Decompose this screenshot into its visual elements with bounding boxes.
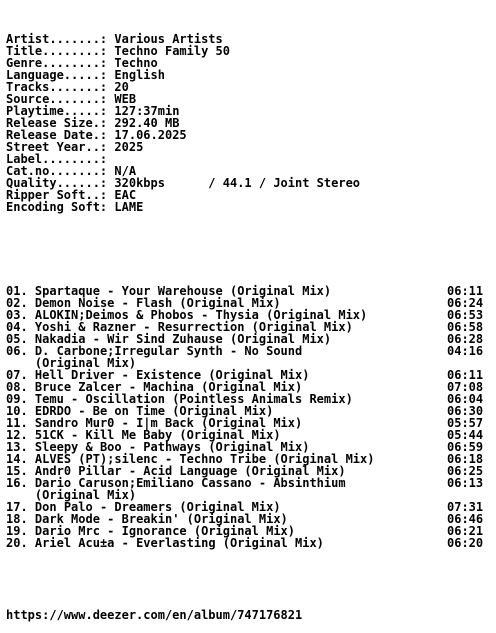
info-value: 20 <box>114 80 129 94</box>
track-title: ALVES (PT);silenc - Techno Tribe (Original Mix) <box>34 452 375 466</box>
track-duration: 06:58 <box>447 320 484 334</box>
info-row <box>6 201 374 213</box>
tracklist <box>6 284 484 550</box>
info-value: Techno <box>114 56 158 70</box>
track-title: Sleepy & Boo - Pathways (Original Mix) <box>34 440 310 454</box>
track-duration: 05:57 <box>447 416 484 430</box>
info-label: Ripper Soft..: <box>6 188 108 202</box>
track-title: ALOKIN;Deimos & Phobos - Thysia (Original Mix) <box>34 308 368 322</box>
track-number: 10. <box>6 404 28 418</box>
spacer <box>6 573 374 585</box>
track-duration: 06:18 <box>447 452 484 466</box>
info-value: WEB <box>114 92 137 106</box>
info-value: 17.06.2025 <box>114 128 187 142</box>
track-title: Hell Driver - Existence (Original Mix) <box>34 368 310 382</box>
track-title: Don Palo - Dreamers (Original Mix) <box>34 500 281 514</box>
info-label: Tracks.......: <box>6 80 108 94</box>
track-number: 07. <box>6 368 28 382</box>
track-title: Sandro Mur0 - I|m Back (Original Mix) <box>34 416 303 430</box>
release-info <box>6 33 374 213</box>
track-number: 16. <box>6 476 28 490</box>
track-number: 06. <box>6 344 28 358</box>
track-title: 51CK - Kill Me Baby (Original Mix) <box>34 428 281 442</box>
album-url: https://www.deezer.com/en/album/747176821 <box>6 608 303 622</box>
info-label: Encoding Soft: <box>6 200 108 214</box>
info-label: Quality......: <box>6 176 108 190</box>
track-title: Temu - Oscillation (Pointless Animals Remix) <box>34 392 353 406</box>
info-label: Source.......: <box>6 92 108 106</box>
track-number: 13. <box>6 440 28 454</box>
track-duration: 05:44 <box>447 428 484 442</box>
info-value: 320kbps / 44.1 / Joint Stereo <box>114 176 361 190</box>
info-value: English <box>114 68 165 82</box>
info-value: Techno Family 50 <box>114 44 230 58</box>
track-number: 20. <box>6 536 28 550</box>
info-label: Language.....: <box>6 68 108 82</box>
track-number: 14. <box>6 452 28 466</box>
track-number: 09. <box>6 392 28 406</box>
track-number: 19. <box>6 524 28 538</box>
info-label: Playtime.....: <box>6 104 108 118</box>
track-title-cont-text: (Original Mix) <box>34 356 137 370</box>
nfo-document <box>6 9 484 633</box>
track-title: Andr0 Pillar - Acid Language (Original Mix) <box>34 464 346 478</box>
track-duration: 06:21 <box>447 524 484 538</box>
track-number: 05. <box>6 332 28 346</box>
track-duration: 06:25 <box>447 464 484 478</box>
info-label: Title........: <box>6 44 108 58</box>
info-value: 2025 <box>114 140 144 154</box>
track-duration: 06:11 <box>447 368 484 382</box>
track-title: Demon Noise - Flash (Original Mix) <box>34 296 281 310</box>
info-value: Various Artists <box>114 32 223 46</box>
info-label: Cat.no.......: <box>6 164 108 178</box>
track-title: D. Carbone;Irregular Synth - No Sound <box>34 344 303 358</box>
track-number: 11. <box>6 416 28 430</box>
info-value: N/A <box>114 164 137 178</box>
track-title-cont-text: (Original Mix) <box>34 488 137 502</box>
track-title: Dark Mode - Breakin' (Original Mix) <box>34 512 288 526</box>
track-number: 02. <box>6 296 28 310</box>
track-duration: 06:24 <box>447 296 484 310</box>
track-duration: 07:31 <box>447 500 484 514</box>
track-number: 12. <box>6 428 28 442</box>
info-value: 292.40 MB <box>114 116 180 130</box>
track-duration: 06:04 <box>447 392 484 406</box>
track-duration: 07:08 <box>447 380 484 394</box>
info-value: EAC <box>114 188 137 202</box>
info-label: Street Year..: <box>6 140 108 154</box>
track-duration: 06:11 <box>447 284 484 298</box>
track-title: Dario Caruson;Emiliano Cassano - Absinthium <box>34 476 346 490</box>
track-number: 15. <box>6 464 28 478</box>
track-title: Nakadia - Wir Sind Zuhause (Original Mix) <box>34 332 332 346</box>
info-label: Release Date.: <box>6 128 108 142</box>
track-number: 04. <box>6 320 28 334</box>
track-duration: 06:13 <box>447 476 484 490</box>
track-duration: 06:59 <box>447 440 484 454</box>
track-title: Spartaque - Your Warehouse (Original Mix) <box>34 284 332 298</box>
track-duration: 06:28 <box>447 332 484 346</box>
track-title: Dario Mrc - Ignorance (Original Mix) <box>34 524 296 538</box>
track-row <box>6 536 484 550</box>
info-label: Label........: <box>6 152 108 166</box>
track-number: 08. <box>6 380 28 394</box>
spacer <box>6 237 374 261</box>
track-number: 01. <box>6 284 28 298</box>
info-label: Release Size.: <box>6 116 108 130</box>
track-duration: 06:30 <box>447 404 484 418</box>
track-title: Yoshi & Razner - Resurrection (Original Mix) <box>34 320 353 334</box>
info-label: Genre........: <box>6 56 108 70</box>
track-number: 03. <box>6 308 28 322</box>
track-duration: 06:53 <box>447 308 484 322</box>
track-number: 18. <box>6 512 28 526</box>
track-duration: 04:16 <box>447 344 484 358</box>
track-duration: 06:20 <box>447 536 484 550</box>
track-title: Bruce Zalcer - Machina (Original Mix) <box>34 380 303 394</box>
info-value: LAME <box>114 200 144 214</box>
info-value: 127:37min <box>114 104 180 118</box>
info-label: Artist.......: <box>6 32 108 46</box>
track-title: Ariel Acu±a - Everlasting (Original Mix) <box>34 536 324 550</box>
track-title: EDRDO - Be on Time (Original Mix) <box>34 404 274 418</box>
track-number: 17. <box>6 500 28 514</box>
track-duration: 06:46 <box>447 512 484 526</box>
